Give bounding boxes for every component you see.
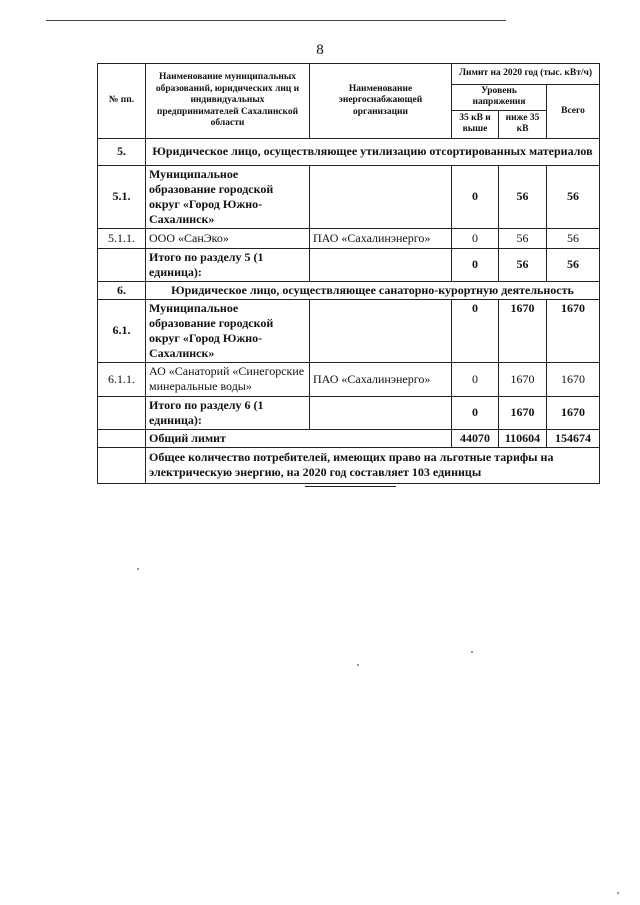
row-total: 1670: [547, 299, 600, 362]
subtotal-total: 1670: [547, 396, 600, 429]
grand-total-row: [98, 429, 600, 447]
table-body: [98, 138, 600, 483]
page-number: 8: [316, 42, 324, 58]
header-voltage: Уровень напряжения: [452, 85, 547, 111]
row-name: Муниципальное образование городской округ «Город Южно-Сахалинск»: [146, 165, 310, 228]
subtotal-name: Итого по разделу 5 (1 единица):: [146, 248, 310, 281]
grand-total-total: 154674: [547, 429, 600, 447]
row-below-35kv: 56: [499, 228, 547, 248]
row-org: ПАО «Сахалинэнерго»: [310, 362, 452, 396]
subtotal-below-35kv: 1670: [499, 396, 547, 429]
section-row: [98, 138, 600, 165]
row-number: 6.1.: [98, 299, 146, 362]
header-limit: Лимит на 2020 год (тыс. кВт/ч): [452, 64, 600, 85]
scan-speck: [357, 664, 359, 666]
row-org: ПАО «Сахалинэнерго»: [310, 228, 452, 248]
row-below-35kv: 1670: [499, 299, 547, 362]
row-name: АО «Санаторий «Синегорские минеральные воды»: [146, 362, 310, 396]
row-number: 5.1.: [98, 165, 146, 228]
row-number: 5.1.1.: [98, 228, 146, 248]
row-org: [310, 165, 452, 228]
scan-speck: [137, 568, 139, 570]
section-title: Юридическое лицо, осуществляющее санаторно-курортную деятельность: [146, 281, 600, 299]
subtotal-above-35kv: 0: [452, 396, 499, 429]
subtotal-above-35kv: 0: [452, 248, 499, 281]
subtotal-row: [98, 396, 600, 429]
table-row: [98, 165, 600, 228]
footnote-row: [98, 447, 600, 483]
subtotal-below-35kv: 56: [499, 248, 547, 281]
header-total: Всего: [547, 85, 600, 139]
footnote-text: Общее количество потребителей, имеющих право на льготные тарифы на электрическую энергию, на 2020 год составляет 103 единицы: [146, 447, 600, 483]
row-above-35kv: 0: [452, 165, 499, 228]
subtotal-name: Итого по разделу 6 (1 единица):: [146, 396, 310, 429]
footnote-number: [98, 447, 146, 483]
limits-table: [97, 63, 600, 484]
grand-total-name: Общий лимит: [146, 429, 452, 447]
top-border-line: [46, 20, 506, 21]
grand-total-number: [98, 429, 146, 447]
row-below-35kv: 1670: [499, 362, 547, 396]
row-total: 56: [547, 228, 600, 248]
header-num: № пп.: [98, 64, 146, 139]
subtotal-org: [310, 248, 452, 281]
closing-line: [305, 486, 396, 487]
section-row: [98, 281, 600, 299]
row-above-35kv: 0: [452, 299, 499, 362]
section-title: Юридическое лицо, осуществляющее утилизацию отсортированных материалов: [146, 138, 600, 165]
section-number: 6.: [98, 281, 146, 299]
row-number: 6.1.1.: [98, 362, 146, 396]
table-header: [98, 64, 600, 139]
row-org: [310, 299, 452, 362]
row-name: ООО «СанЭко»: [146, 228, 310, 248]
subtotal-total: 56: [547, 248, 600, 281]
table-row: [98, 362, 600, 396]
header-above-35kv: 35 кВ и выше: [452, 110, 499, 138]
row-name: Муниципальное образование городской округ «Город Южно-Сахалинск»: [146, 299, 310, 362]
header-name: Наименование муниципальных образований, юридических лиц и индивидуальных предпринимателей Сахалинской области: [146, 64, 310, 139]
grand-total-above-35kv: 44070: [452, 429, 499, 447]
row-below-35kv: 56: [499, 165, 547, 228]
table-row: [98, 299, 600, 362]
subtotal-org: [310, 396, 452, 429]
grand-total-below-35kv: 110604: [499, 429, 547, 447]
row-total: 1670: [547, 362, 600, 396]
header-org: Наименование энергоснабжающей организации: [310, 64, 452, 139]
scan-speck: [471, 651, 473, 653]
subtotal-number: [98, 396, 146, 429]
subtotal-row: [98, 248, 600, 281]
header-below-35kv: ниже 35 кВ: [499, 110, 547, 138]
row-total: 56: [547, 165, 600, 228]
subtotal-number: [98, 248, 146, 281]
scan-speck: [617, 892, 619, 894]
row-above-35kv: 0: [452, 362, 499, 396]
table-row: [98, 228, 600, 248]
row-above-35kv: 0: [452, 228, 499, 248]
section-number: 5.: [98, 138, 146, 165]
